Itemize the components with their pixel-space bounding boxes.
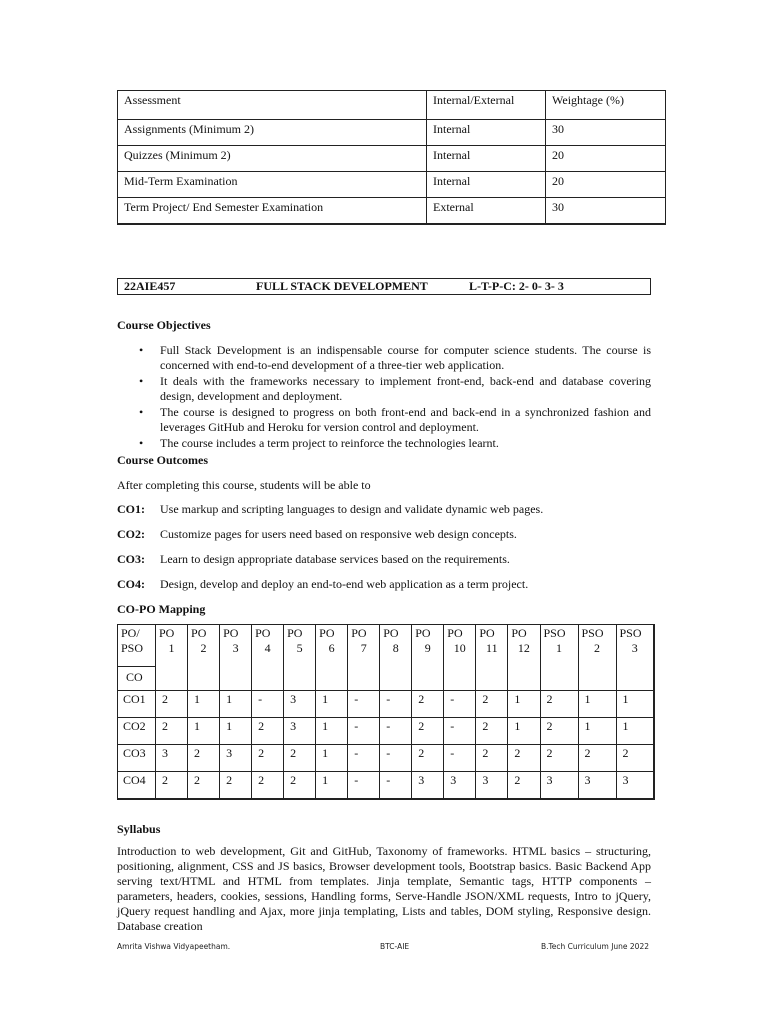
assessment-cell: 30	[546, 120, 666, 146]
bullet-icon: •	[139, 343, 144, 357]
mapping-value-cell: 1	[220, 718, 252, 745]
mapping-value-cell: 2	[476, 718, 508, 745]
column-number: 6	[328, 641, 335, 655]
outcome-code: CO3:	[117, 552, 145, 566]
assessment-row	[118, 120, 666, 146]
assessment-header-cell: Weightage (%)	[546, 91, 666, 120]
mapping-value-cell: 1	[316, 691, 348, 718]
outcome-text: Design, develop and deploy an end-to-end web application as a term project.	[160, 577, 529, 591]
course-ltpc: L-T-P-C: 2- 0- 3- 3	[469, 279, 564, 293]
mapping-value-cell: 3	[444, 772, 476, 800]
mapping-header-row	[118, 625, 655, 691]
column-number: 7	[360, 641, 367, 655]
outcome-item	[117, 577, 651, 602]
mapping-value-cell: -	[348, 718, 380, 745]
objective-text: Full Stack Development is an indispensable course for computer science students. The course is concerned with end-to-end development of a three-tier web application.	[160, 343, 651, 372]
objective-item	[117, 343, 651, 373]
mapping-value-cell: 1	[188, 718, 220, 745]
outcome-code: CO2:	[117, 527, 145, 541]
mapping-value-cell: 1	[578, 718, 616, 745]
outcomes-heading: Course Outcomes	[117, 453, 208, 467]
mapping-value-cell: -	[444, 745, 476, 772]
mapping-column-header	[616, 625, 654, 691]
column-number: 1	[168, 641, 175, 655]
mapping-co-cell: CO4	[118, 772, 156, 800]
mapping-value-cell: 3	[540, 772, 578, 800]
mapping-value-cell: 1	[316, 718, 348, 745]
outcomes-intro: After completing this course, students will be able to	[117, 478, 371, 492]
objectives-list	[117, 343, 651, 452]
column-number: 12	[517, 641, 530, 655]
mapping-value-cell: -	[348, 691, 380, 718]
outcome-item	[117, 552, 651, 577]
column-number: 10	[453, 641, 466, 655]
objective-item	[117, 405, 651, 435]
column-label: PO	[351, 626, 367, 640]
column-number: 2	[594, 641, 600, 655]
mapping-value-cell: 1	[188, 691, 220, 718]
assessment-cell: Quizzes (Minimum 2)	[118, 146, 427, 172]
outcomes-list	[117, 502, 651, 602]
column-number: 1	[556, 641, 562, 655]
mapping-value-cell: 2	[156, 691, 188, 718]
mapping-co-cell: CO3	[118, 745, 156, 772]
footer-curriculum: B.Tech Curriculum June 2022	[540, 942, 649, 951]
mapping-value-cell: 2	[252, 718, 284, 745]
mapping-value-cell: 2	[156, 718, 188, 745]
assessment-row	[118, 146, 666, 172]
mapping-column-header	[220, 625, 252, 691]
mapping-co-cell: CO2	[118, 718, 156, 745]
corner-divider	[118, 666, 155, 667]
column-number: 3	[631, 641, 638, 655]
mapping-value-cell: 1	[616, 691, 654, 718]
mapping-value-cell: 2	[412, 745, 444, 772]
mapping-value-cell: 1	[508, 691, 540, 718]
mapping-value-cell: 3	[412, 772, 444, 800]
mapping-value-cell: 2	[412, 691, 444, 718]
assessment-row	[118, 172, 666, 198]
assessment-cell: 20	[546, 172, 666, 198]
assessment-cell: Assignments (Minimum 2)	[118, 120, 427, 146]
assessment-header-cell: Assessment	[118, 91, 427, 120]
mapping-value-cell: 2	[188, 745, 220, 772]
page-footer	[117, 942, 649, 954]
outcome-item	[117, 502, 651, 527]
co-po-mapping-table	[117, 624, 655, 800]
mapping-value-cell: 3	[578, 772, 616, 800]
mapping-value-cell: 3	[284, 691, 316, 718]
mapping-value-cell: -	[348, 745, 380, 772]
column-label: PO	[447, 626, 463, 640]
syllabus-heading: Syllabus	[117, 822, 161, 836]
column-label: PSO	[581, 626, 604, 640]
mapping-row	[118, 691, 655, 718]
column-label: PSO	[619, 626, 642, 640]
mapping-value-cell: 2	[616, 745, 654, 772]
mapping-value-cell: -	[444, 691, 476, 718]
mapping-column-header	[578, 625, 616, 691]
column-number: 4	[264, 641, 271, 655]
mapping-value-cell: -	[252, 691, 284, 718]
assessment-header-row	[118, 91, 666, 120]
column-label: PO	[415, 626, 431, 640]
mapping-value-cell: 2	[252, 745, 284, 772]
assessment-cell: Internal	[427, 172, 546, 198]
column-label: PSO	[543, 626, 566, 640]
mapping-value-cell: 3	[616, 772, 654, 800]
mapping-column-header	[348, 625, 380, 691]
mapping-value-cell: 2	[476, 745, 508, 772]
mapping-column-header	[540, 625, 578, 691]
column-label: PO	[479, 626, 495, 640]
outcome-code: CO4:	[117, 577, 145, 591]
assessment-cell: Internal	[427, 146, 546, 172]
corner-pso: PSO	[121, 641, 144, 655]
column-number: 5	[296, 641, 303, 655]
syllabus-text: Introduction to web development, Git and GitHub, Taxonomy of frameworks. HTML basics – structuring, positioning, alignment, CSS and JS basics, Browser development tools, Bootstrap basics. Basic Backend App serving text/HTML and HTML from templates. Jinja template, Semantic tags, HTTP components – parameters, headers, cookies, sessions, Handling forms, Serve-Handle JSON/XML requests, Intro to jQuery, jQuery request handling and Ajax, more jinja templating, Lists and tables, DOM styling, Responsive design. Database creation	[117, 844, 651, 933]
footer-program: BTC-AIE	[380, 942, 410, 951]
column-label: PO	[287, 626, 303, 640]
mapping-value-cell: -	[444, 718, 476, 745]
assessment-cell: External	[427, 198, 546, 225]
mapping-value-cell: 2	[252, 772, 284, 800]
assessment-cell: Mid-Term Examination	[118, 172, 427, 198]
assessment-cell: Internal	[427, 120, 546, 146]
mapping-value-cell: 2	[412, 718, 444, 745]
column-number: 8	[392, 641, 399, 655]
mapping-value-cell: -	[348, 772, 380, 800]
column-label: PO	[319, 626, 335, 640]
mapping-co-cell: CO1	[118, 691, 156, 718]
mapping-value-cell: 2	[188, 772, 220, 800]
mapping-value-cell: 3	[156, 745, 188, 772]
outcome-text: Use markup and scripting languages to design and validate dynamic web pages.	[160, 502, 544, 516]
corner-co: CO	[126, 670, 143, 684]
mapping-value-cell: 2	[540, 691, 578, 718]
objective-text: It deals with the frameworks necessary to implement front-end, back-end and database covering design, development and deployment.	[160, 374, 651, 403]
column-label: PO	[191, 626, 207, 640]
course-header-box	[117, 278, 651, 295]
outcome-item	[117, 527, 651, 552]
objective-item	[117, 436, 651, 451]
mapping-corner-cell	[118, 625, 156, 691]
mapping-value-cell: 2	[508, 772, 540, 800]
mapping-value-cell: 1	[616, 718, 654, 745]
mapping-value-cell: 1	[508, 718, 540, 745]
outcome-text: Learn to design appropriate database services based on the requirements.	[160, 552, 510, 566]
column-label: PO	[511, 626, 527, 640]
mapping-value-cell: 2	[540, 745, 578, 772]
mapping-value-cell: 2	[284, 772, 316, 800]
mapping-value-cell: 2	[540, 718, 578, 745]
corner-label	[121, 626, 152, 689]
outcome-code: CO1:	[117, 502, 145, 516]
mapping-value-cell: -	[380, 691, 412, 718]
mapping-value-cell: 1	[316, 745, 348, 772]
mapping-value-cell: 3	[284, 718, 316, 745]
mapping-value-cell: 1	[220, 691, 252, 718]
mapping-row	[118, 745, 655, 772]
mapping-value-cell: -	[380, 745, 412, 772]
mapping-column-header	[444, 625, 476, 691]
column-number: 9	[424, 641, 431, 655]
mapping-value-cell: 2	[578, 745, 616, 772]
mapping-value-cell: 2	[284, 745, 316, 772]
column-label: PO	[159, 626, 175, 640]
outcome-text: Customize pages for users need based on responsive web design concepts.	[160, 527, 517, 541]
mapping-value-cell: 2	[156, 772, 188, 800]
mapping-heading: CO-PO Mapping	[117, 602, 206, 616]
mapping-column-header	[188, 625, 220, 691]
mapping-value-cell: -	[380, 718, 412, 745]
mapping-value-cell: 2	[508, 745, 540, 772]
course-code: 22AIE457	[124, 279, 176, 293]
bullet-icon: •	[139, 405, 144, 419]
mapping-value-cell: 2	[476, 691, 508, 718]
assessment-header-cell: Internal/External	[427, 91, 546, 120]
mapping-value-cell: 3	[220, 745, 252, 772]
mapping-column-header	[284, 625, 316, 691]
column-number: 11	[486, 641, 498, 655]
mapping-column-header	[508, 625, 540, 691]
assessment-cell: Term Project/ End Semester Examination	[118, 198, 427, 225]
mapping-row	[118, 718, 655, 745]
mapping-column-header	[252, 625, 284, 691]
assessment-table	[117, 90, 666, 225]
assessment-cell: 30	[546, 198, 666, 225]
mapping-value-cell: -	[380, 772, 412, 800]
corner-po: PO/	[121, 626, 140, 640]
column-label: PO	[383, 626, 399, 640]
footer-institution: Amrita Vishwa Vidyapeetham.	[117, 942, 231, 951]
mapping-column-header	[476, 625, 508, 691]
mapping-value-cell: 2	[220, 772, 252, 800]
mapping-value-cell: 1	[578, 691, 616, 718]
mapping-value-cell: 1	[316, 772, 348, 800]
objectives-heading: Course Objectives	[117, 318, 211, 332]
mapping-row	[118, 772, 655, 800]
assessment-cell: 20	[546, 146, 666, 172]
assessment-row	[118, 198, 666, 225]
objective-item	[117, 374, 651, 404]
objective-text: The course is designed to progress on both front-end and back-end in a synchronized fashion and leverages GitHub and Heroku for version control and deployment.	[160, 405, 651, 434]
mapping-column-header	[380, 625, 412, 691]
mapping-column-header	[316, 625, 348, 691]
column-label: PO	[223, 626, 239, 640]
mapping-column-header	[156, 625, 188, 691]
column-number: 2	[200, 641, 207, 655]
objective-text: The course includes a term project to reinforce the technologies learnt.	[160, 436, 499, 450]
course-title: FULL STACK DEVELOPMENT	[256, 279, 428, 293]
column-number: 3	[232, 641, 239, 655]
column-label: PO	[255, 626, 271, 640]
mapping-column-header	[412, 625, 444, 691]
bullet-icon: •	[139, 374, 144, 388]
mapping-value-cell: 3	[476, 772, 508, 800]
bullet-icon: •	[139, 436, 144, 450]
